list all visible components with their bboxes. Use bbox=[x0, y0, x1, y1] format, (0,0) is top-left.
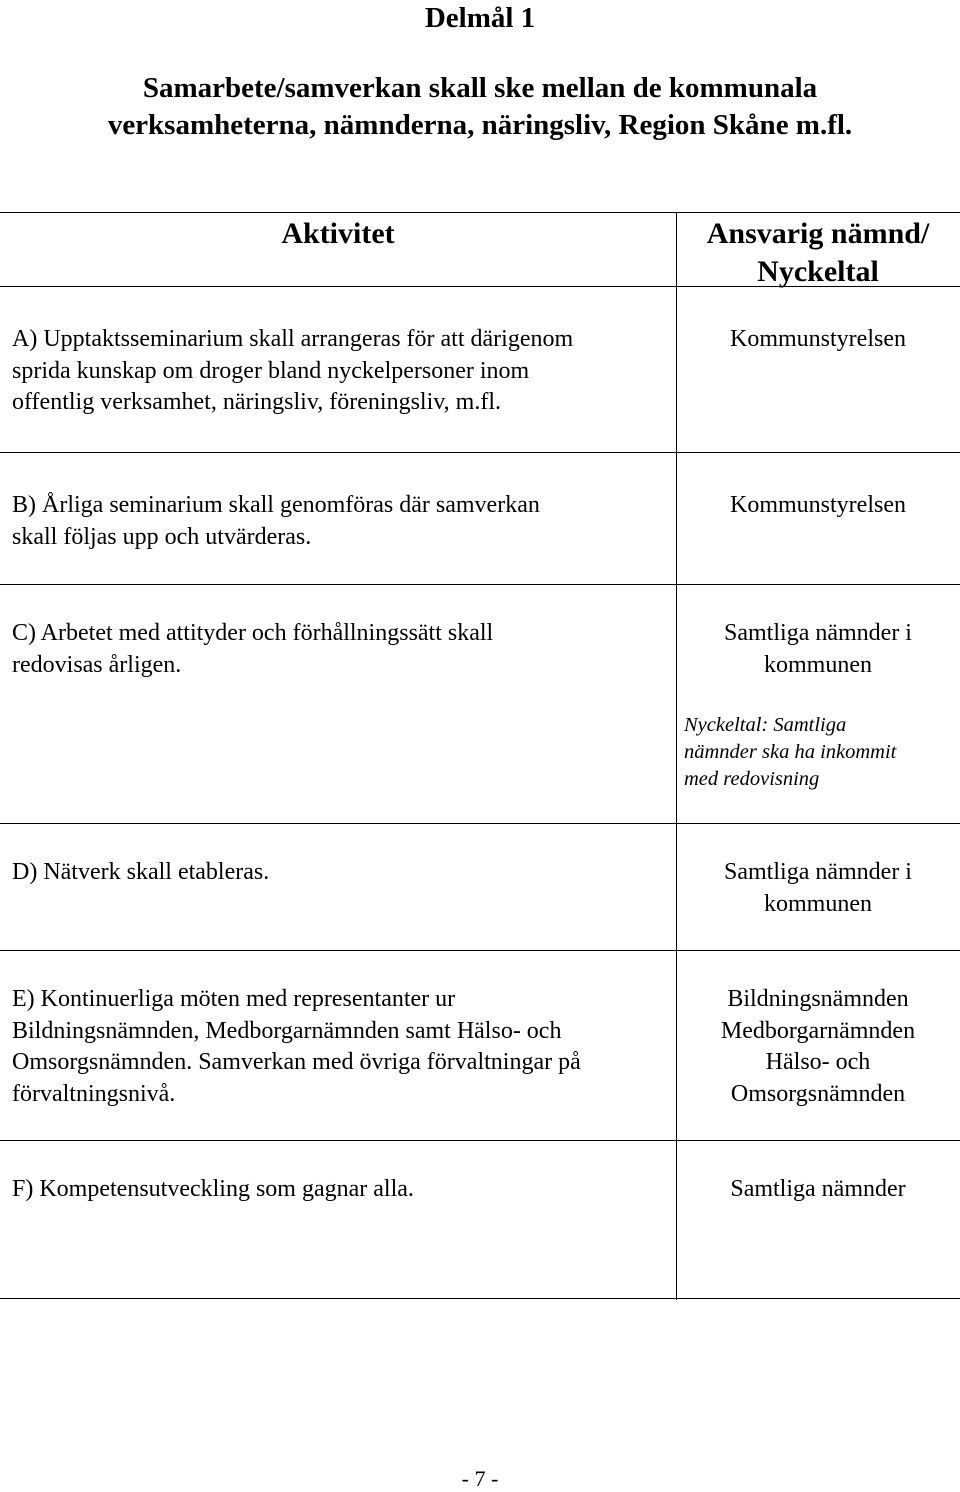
responsible-cell-e bbox=[676, 984, 960, 1110]
activity-cell-a bbox=[12, 324, 672, 419]
table-rule bbox=[0, 1298, 960, 1299]
activity-cell-f bbox=[12, 1174, 672, 1206]
activity-cell-d bbox=[12, 857, 672, 889]
activity-line: redovisas årligen. bbox=[12, 651, 182, 678]
activity-line: F) Kompetensutveckling som gagnar alla. bbox=[12, 1176, 414, 1202]
note-line: nämnder ska ha inkommit bbox=[684, 741, 897, 763]
activity-line: C) Arbetet med attityder och förhållningssätt skall bbox=[12, 620, 494, 646]
activity-line: A) Upptaktsseminarium skall arrangeras för att därigenom bbox=[12, 326, 574, 352]
section-subheading bbox=[0, 70, 960, 144]
responsible-cell-c bbox=[676, 618, 960, 681]
activity-line: skall följas upp och utvärderas. bbox=[12, 523, 312, 550]
responsible-cell-f bbox=[676, 1174, 960, 1206]
responsible-cell-b bbox=[676, 490, 960, 522]
responsible-line: Samtliga nämnder i bbox=[724, 859, 912, 885]
table-rule bbox=[0, 212, 960, 213]
page-number: - 7 - bbox=[461, 1466, 499, 1491]
activity-line: Bildningsnämnden, Medborgarnämnden samt Hälso- och bbox=[12, 1017, 562, 1044]
activity-cell-b bbox=[12, 490, 672, 553]
activity-table bbox=[0, 212, 960, 1300]
table-rule bbox=[0, 452, 960, 453]
activity-line: offentlig verksamhet, näringsliv, föreningsliv, m.fl. bbox=[12, 389, 502, 415]
activity-line: förvaltningsnivå. bbox=[12, 1080, 176, 1107]
note-line: Nyckeltal: Samtliga bbox=[684, 714, 847, 736]
table-rule bbox=[0, 1140, 960, 1141]
table-rule bbox=[0, 950, 960, 951]
table-rule bbox=[0, 823, 960, 824]
responsible-line: kommunen bbox=[764, 651, 872, 678]
activity-cell-c bbox=[12, 618, 672, 681]
page-heading: Delmål 1 bbox=[424, 2, 536, 34]
activity-cell-e bbox=[12, 984, 672, 1110]
responsible-line: Medborgarnämnden bbox=[720, 1017, 916, 1044]
responsible-line: Kommunstyrelsen bbox=[730, 326, 906, 352]
activity-line: E) Kontinuerliga möten med representanter ur bbox=[12, 986, 456, 1012]
table-rule bbox=[0, 584, 960, 585]
responsible-line: Kommunstyrelsen bbox=[730, 492, 906, 518]
responsible-line: Samtliga nämnder bbox=[730, 1176, 906, 1202]
activity-line: D) Nätverk skall etableras. bbox=[12, 859, 270, 885]
responsible-line: Hälso- och bbox=[765, 1049, 871, 1075]
header-line: Nyckeltal bbox=[757, 255, 879, 288]
activity-line: B) Årliga seminarium skall genomföras där samverkan bbox=[12, 492, 540, 518]
responsible-cell-d bbox=[676, 857, 960, 920]
responsible-cell-a bbox=[676, 324, 960, 356]
header-line: Ansvarig nämnd/ bbox=[706, 217, 930, 250]
responsible-line: Bildningsnämnden bbox=[727, 986, 909, 1012]
activity-line: sprida kunskap om droger bland nyckelpersoner inom bbox=[12, 357, 530, 384]
note-line: med redovisning bbox=[684, 768, 820, 790]
activity-line: Omsorgsnämnden. Samverkan med övriga förvaltningar på bbox=[12, 1049, 581, 1075]
column-header-responsible bbox=[676, 215, 960, 291]
key-indicator-note bbox=[684, 712, 960, 793]
responsible-line: Samtliga nämnder i bbox=[724, 620, 912, 646]
subheading-line: Samarbete/samverkan skall ske mellan de kommunala bbox=[142, 72, 818, 104]
responsible-line: Omsorgsnämnden bbox=[730, 1080, 906, 1107]
responsible-line: kommunen bbox=[764, 890, 872, 917]
subheading-line: verksamheterna, nämnderna, näringsliv, Region Skåne m.fl. bbox=[107, 109, 853, 141]
column-divider bbox=[676, 212, 677, 1300]
column-header-activity: Aktivitet bbox=[281, 217, 395, 250]
